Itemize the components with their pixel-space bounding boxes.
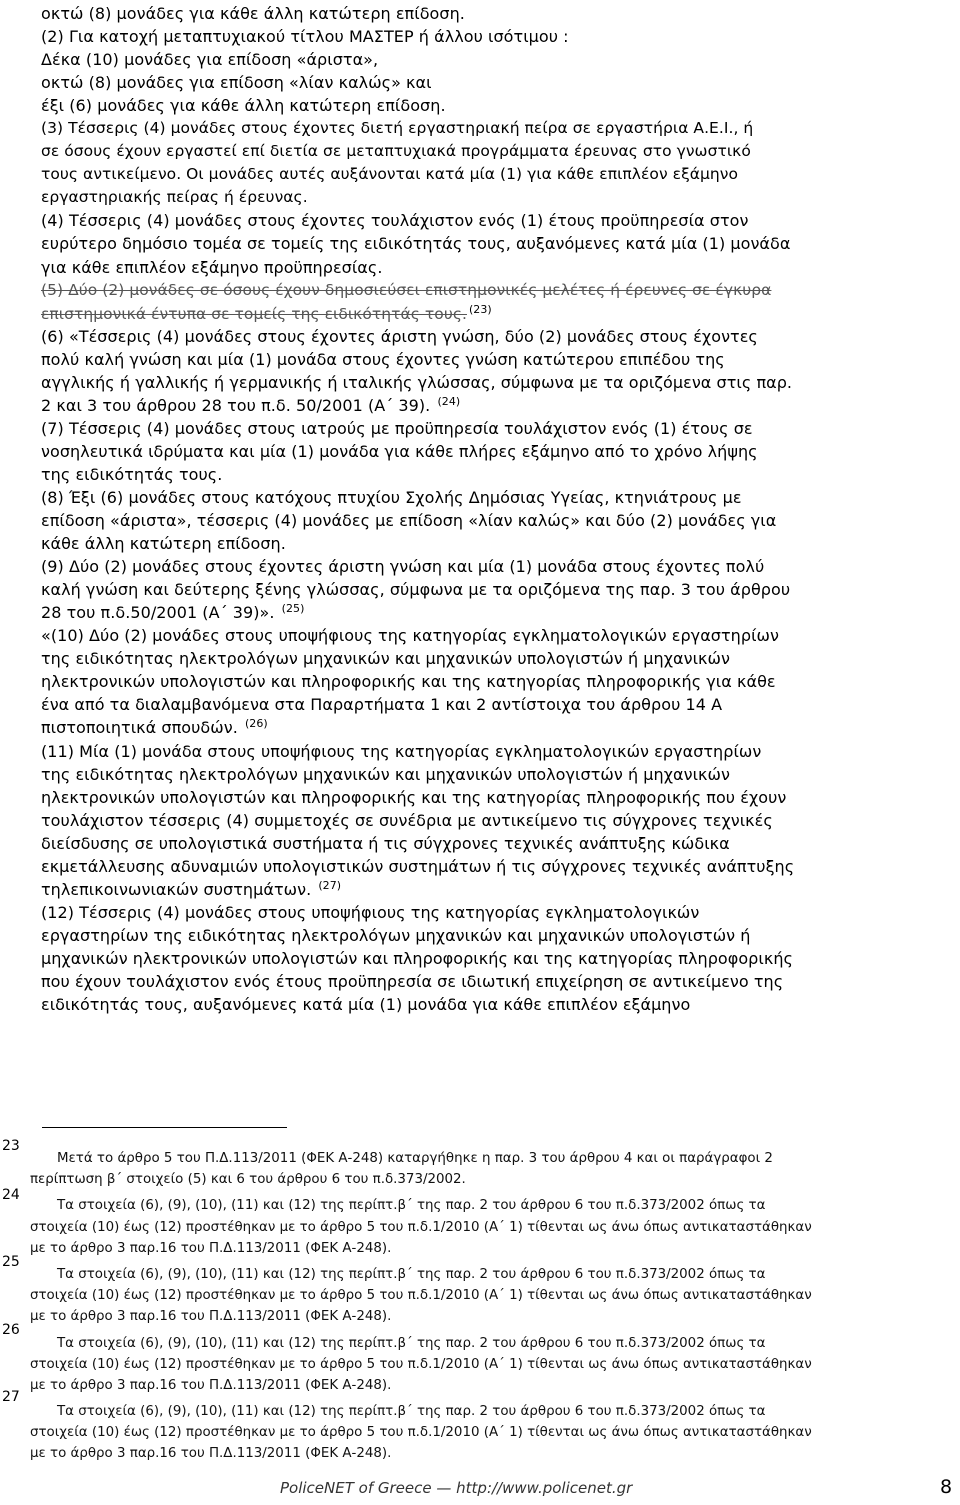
paragraph-8-line: κάθε άλλη κατώτερη επίδοση.	[41, 534, 286, 554]
paragraph-12-line: εργαστηρίων της ειδικότητας ηλεκτρολόγων μηχανικών και μηχανικών υπολογιστών ή	[41, 925, 751, 945]
paragraph-4-line: για κάθε επιπλέον εξάμηνο προϋπηρεσίας.	[41, 257, 383, 277]
paragraph-6-line: (6) «Τέσσερις (4) μονάδες στους έχοντες άριστη γνώση, δύο (2) μονάδες στους έχοντες	[41, 326, 758, 346]
paragraph-8-line: επίδοση «άριστα», τέσσερις (4) μονάδες με επίδοση «λίαν καλώς» και δύο (2) μονάδες για	[41, 511, 777, 531]
footnote-ref-23[interactable]: (23)	[468, 302, 492, 316]
paragraph-6-line	[41, 394, 959, 417]
footnote-number: 25	[2, 1254, 20, 1270]
repealed-paragraph-5-line	[41, 302, 959, 325]
footnote-25-line: με το άρθρο 3 παρ.16 του Π.Δ.113/2011 (ΦΕΚ Α-248).	[30, 1309, 392, 1325]
footnote-23-line: Μετά το άρθρο 5 του Π.Δ.113/2011 (ΦΕΚ Α-248) καταργήθηκε η παρ. 3 του άρθρου 4 και οι παράγραφοι 2	[57, 1151, 773, 1166]
paragraph-11-line: της ειδικότητας ηλεκτρολόγων μηχανικών και μηχανικών υπολογιστών ή μηχανικών	[41, 764, 730, 784]
body-text	[41, 2, 959, 1016]
paragraph-12-line: μηχανικών ηλεκτρονικών υπολογιστών και πληροφορικής και της κατηγορίας πληροφορικής	[41, 948, 793, 968]
footer-site-link[interactable]: PoliceNET of Greece — http://www.policenet.gr	[280, 1479, 633, 1497]
footnote-23-line: περίπτωση β΄ στοιχείο (5) και 6 του άρθρου 6 του π.δ.373/2002.	[30, 1172, 466, 1188]
footnote-ref-24[interactable]: (24)	[437, 394, 461, 408]
repealed-paragraph-5-line: (5) Δύο (2) μονάδες σε όσους έχουν δημοσιεύσει επιστημονικές μελέτες ή έρευνες σε έγκυρα	[41, 280, 772, 299]
footnote-24-line: στοιχεία (10) έως (12) προστέθηκαν με το άρθρο 5 του π.δ.1/2010 (Α΄ 1) τίθενται ως άνω όπως αντικαταστάθηκαν	[30, 1219, 812, 1235]
paragraph-6-line: πολύ καλή γνώση και μία (1) μονάδα στους έχοντες γνώση κατώτερου επιπέδου της	[41, 349, 725, 369]
paragraph-10-line	[41, 716, 959, 739]
paragraph-12-line: ειδικότητάς τους, αυξανόμενες κατά μία (1) μονάδα για κάθε επιπλέον εξάμηνο	[41, 995, 691, 1015]
paragraph-11-line	[41, 878, 959, 901]
struck-text: επιστημονικά έντυπα σε τομείς της ειδικότητάς τους.	[41, 304, 467, 323]
paragraph-11-line: διείσδυσης σε υπολογιστικά συστήματα ή τις σύγχρονες τεχνικές ανάπτυξης κώδικα	[41, 833, 730, 853]
paragraph-7-line: (7) Τέσσερις (4) μονάδες στους ιατρούς με προϋπηρεσία τουλάχιστον ενός (1) έτους σε	[41, 418, 753, 438]
text-span: 28 του π.δ.50/2001 (Α΄ 39)».	[41, 603, 275, 623]
footnote-ref-25[interactable]: (25)	[281, 602, 305, 616]
paragraph-9-line: καλή γνώση και δεύτερης ξένης γλώσσας, σύμφωνα με τα οριζόμενα της παρ. 3 του άρθρου	[41, 580, 791, 600]
footnote-27-line: στοιχεία (10) έως (12) προστέθηκαν με το άρθρο 5 του π.δ.1/2010 (Α΄ 1) τίθενται ως άνω όπως αντικαταστάθηκαν	[30, 1425, 812, 1441]
footnote-divider	[42, 1127, 287, 1128]
paragraph-4-line: ευρύτερο δημόσιο τομέα σε τομείς της ειδικότητάς τους, αυξανόμενες κατά μία (1) μονάδα	[41, 234, 791, 254]
paragraph-7-line: της ειδικότητάς τους.	[41, 464, 223, 484]
text-line: έξι (6) μονάδες για κάθε άλλη κατώτερη επίδοση.	[41, 96, 446, 116]
paragraph-10-line: ένα από τα διαλαμβανόμενα στα Παραρτήματα 1 και 2 αντίστοιχα του άρθρου 14 Α	[41, 695, 723, 715]
footnote-25-line: στοιχεία (10) έως (12) προστέθηκαν με το άρθρο 5 του π.δ.1/2010 (Α΄ 1) τίθενται ως άνω όπως αντικαταστάθηκαν	[30, 1288, 812, 1304]
paragraph-4-line: (4) Τέσσερις (4) μονάδες στους έχοντες τουλάχιστον ενός (1) έτους προϋπηρεσία στον	[41, 211, 749, 231]
footnote-24-line: με το άρθρο 3 παρ.16 του Π.Δ.113/2011 (ΦΕΚ Α-248).	[30, 1240, 392, 1256]
paragraph-11-line: εκμετάλλευσης αδυναμιών υπολογιστικών συστημάτων ή τις σύγχρονες τεχνικές ανάπτυξης	[41, 856, 795, 876]
footnote-number: 24	[2, 1187, 20, 1203]
paragraph-12-line: (12) Τέσσερις (4) μονάδες στους υποψήφιους της κατηγορίας εγκληματολογικών	[41, 902, 700, 922]
footnote-25-line: Τα στοιχεία (6), (9), (10), (11) και (12) της περίπτ.β΄ της παρ. 2 του άρθρου 6 του π.δ.373/2002 όπως τα	[57, 1266, 766, 1282]
footnote-27-line: Τα στοιχεία (6), (9), (10), (11) και (12) της περίπτ.β΄ της παρ. 2 του άρθρου 6 του π.δ.373/2002 όπως τα	[57, 1404, 766, 1420]
footnotes	[30, 1148, 960, 1465]
footnote-26-line: Τα στοιχεία (6), (9), (10), (11) και (12) της περίπτ.β΄ της παρ. 2 του άρθρου 6 του π.δ.373/2002 όπως τα	[57, 1335, 766, 1351]
text-line: (2) Για κατοχή μεταπτυχιακού τίτλου ΜΑΣΤΕΡ ή άλλου ισότιμου :	[41, 27, 569, 47]
paragraph-9-line: (9) Δύο (2) μονάδες στους έχοντες άριστη γνώση και μία (1) μονάδα στους έχοντες πολύ	[41, 557, 765, 577]
text-span: τηλεπικοινωνιακών συστημάτων.	[41, 879, 312, 899]
paragraph-10-line: «(10) Δύο (2) μονάδες στους υποψήφιους της κατηγορίας εγκληματολογικών εργαστηρίων	[41, 626, 779, 646]
paragraph-10-line: της ειδικότητας ηλεκτρολόγων μηχανικών και μηχανικών υπολογιστών ή μηχανικών	[41, 649, 730, 669]
text-line: Δέκα (10) μονάδες για επίδοση «άριστα»,	[41, 50, 379, 70]
paragraph-8-line: (8) Έξι (6) μονάδες στους κατόχους πτυχίου Σχολής Δημόσιας Υγείας, κτηνιάτρους με	[41, 487, 742, 507]
footnote-24-line: Τα στοιχεία (6), (9), (10), (11) και (12) της περίπτ.β΄ της παρ. 2 του άρθρου 6 του π.δ.373/2002 όπως τα	[57, 1198, 766, 1214]
text-line: οκτώ (8) μονάδες για επίδοση «λίαν καλώς» και	[41, 73, 432, 93]
text-span: πιστοποιητικά σπουδών.	[41, 718, 238, 738]
paragraph-3-line: εργαστηριακής πείρας ή έρευνας.	[41, 188, 308, 207]
text-span: 2 και 3 του άρθρου 28 του π.δ. 50/2001 (Α΄ 39).	[41, 395, 431, 415]
paragraph-11-line: ηλεκτρονικών υπολογιστών και πληροφορικής και της κατηγορίας πληροφορικής που έχουν	[41, 787, 787, 807]
paragraph-9-line	[41, 601, 959, 624]
paragraph-11-line: τουλάχιστον τέσσερις (4) συμμετοχές σε συνέδρια με αντικείμενο τις σύγχρονες τεχνικές	[41, 810, 773, 830]
footnote-ref-26[interactable]: (26)	[244, 717, 268, 731]
footnote-number: 26	[2, 1322, 20, 1338]
page-number: 8	[940, 1476, 953, 1498]
footnote-26-line: με το άρθρο 3 παρ.16 του Π.Δ.113/2011 (ΦΕΚ Α-248).	[30, 1377, 392, 1393]
text-line: οκτώ (8) μονάδες για κάθε άλλη κατώτερη επίδοση.	[41, 4, 465, 23]
paragraph-3-line: (3) Τέσσερις (4) μονάδες στους έχοντες διετή εργαστηριακή πείρα σε εργαστήρια Α.Ε.Ι., ή	[41, 119, 754, 138]
footnote-number: 23	[2, 1138, 20, 1154]
paragraph-6-line: αγγλικής ή γαλλικής ή γερμανικής ή ιταλικής γλώσσας, σύμφωνα με τα οριζόμενα στις παρ.	[41, 372, 793, 392]
paragraph-7-line: νοσηλευτικά ιδρύματα και μία (1) μονάδα για κάθε πλήρες εξάμηνο από το χρόνο λήψης	[41, 441, 758, 461]
paragraph-3-line: τους αντικείμενο. Οι μονάδες αυτές αυξάνονται κατά μία (1) για κάθε επιπλέον εξάμηνο	[41, 165, 739, 184]
footnote-number: 27	[2, 1389, 20, 1405]
paragraph-11-line: (11) Μία (1) μονάδα στους υποψήφιους της κατηγορίας εγκληματολογικών εργαστηρίων	[41, 741, 762, 761]
footnote-27-line: με το άρθρο 3 παρ.16 του Π.Δ.113/2011 (ΦΕΚ Α-248).	[30, 1446, 392, 1462]
footnote-26-line: στοιχεία (10) έως (12) προστέθηκαν με το άρθρο 5 του π.δ.1/2010 (Α΄ 1) τίθενται ως άνω όπως αντικαταστάθηκαν	[30, 1356, 812, 1372]
footnote-ref-27[interactable]: (27)	[318, 878, 342, 892]
paragraph-3-line: σε όσους έχουν εργαστεί επί διετία σε μεταπτυχιακά προγράμματα έρευνας στο γνωστικό	[41, 142, 751, 161]
paragraph-12-line: που έχουν τουλάχιστον ενός έτους προϋπηρεσία σε ιδιωτική επιχείρηση σε αντικείμενο της	[41, 971, 784, 991]
paragraph-10-line: ηλεκτρονικών υπολογιστών και πληροφορικής και της κατηγορίας πληροφορικής για κάθε	[41, 672, 776, 692]
